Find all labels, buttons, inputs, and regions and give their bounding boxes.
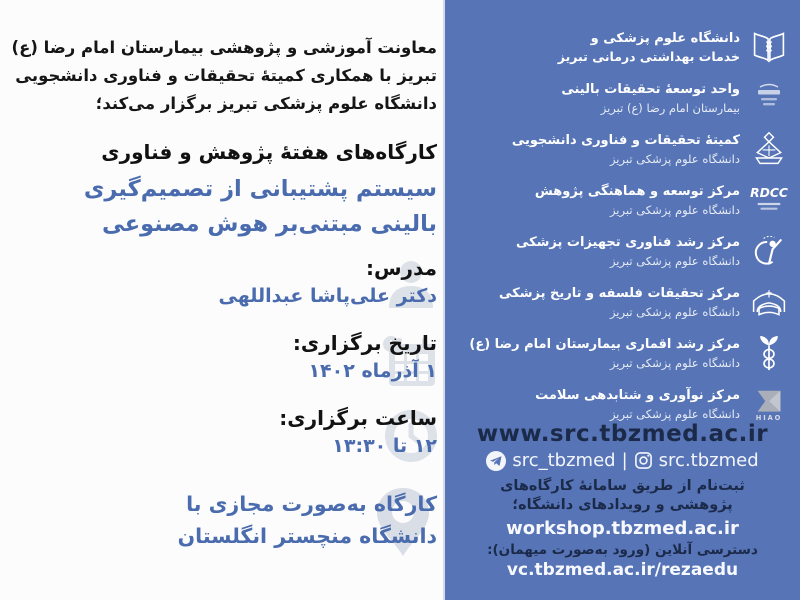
org-name: کمیتهٔ تحقیقات و فناوری دانشجویی xyxy=(511,132,740,148)
workshop-registration-url: workshop.tbzmed.ac.ir xyxy=(506,518,739,539)
org-name: مرکز رشد فناوری تجهیزات پزشکی xyxy=(515,234,740,250)
org-sub: دانشگاه علوم پزشکی تبریز xyxy=(609,202,740,217)
org-item-university xyxy=(455,28,788,66)
registration-note xyxy=(445,477,800,515)
instagram-handle: src.tbzmed xyxy=(658,450,759,471)
intro-paragraph xyxy=(12,34,437,118)
book-dna-icon xyxy=(750,28,788,66)
social-handles-row xyxy=(445,450,800,471)
org-sub: خدمات بهداشتی درمانی تبریز xyxy=(557,48,740,64)
workshop-title-line: سیستم پشتیبانی از تصمیم‌گیری xyxy=(83,176,437,202)
virtual-classroom-url: vc.tbzmed.ac.ir/rezaedu xyxy=(506,560,739,580)
org-sub: دانشگاه علوم پزشکی تبریز xyxy=(609,151,740,166)
venue-note xyxy=(178,488,437,552)
org-item-crdu xyxy=(455,79,788,117)
satellite-incubator-logo xyxy=(750,334,788,372)
src-website-url: www.src.tbzmed.ac.ir xyxy=(476,421,769,447)
date-value: ۱ آذرماه ۱۴۰۲ xyxy=(308,360,437,382)
workshop-title xyxy=(84,172,437,242)
org-item-satellite-incubator xyxy=(455,334,788,372)
org-sub: دانشگاه علوم پزشکی تبریز xyxy=(609,304,740,319)
medtech-incubator-logo xyxy=(750,232,788,270)
org-sub: بیمارستان امام رضا (ع) تبریز xyxy=(600,100,740,115)
poster-right-panel xyxy=(443,0,800,600)
hiao-logo xyxy=(750,385,788,423)
org-sub: دانشگاه علوم پزشکی تبریز xyxy=(609,355,740,370)
telegram-icon xyxy=(486,451,506,471)
org-name: دانشگاه علوم پزشکی و xyxy=(590,30,740,46)
org-item-rdcc xyxy=(455,181,788,219)
hiao-logo-text: HIAO xyxy=(755,414,783,423)
org-sub: دانشگاه علوم پزشکی تبریز xyxy=(609,406,740,421)
rdcc-logo xyxy=(750,181,788,219)
registration-line: ثبت‌نام از طریق سامانهٔ کارگاه‌های xyxy=(500,478,745,494)
org-sub: دانشگاه علوم پزشکی تبریز xyxy=(609,253,740,268)
org-item-philosophy-history xyxy=(455,283,788,321)
org-name: مرکز توسعه و هماهنگی پژوهش xyxy=(534,183,740,199)
registration-line: پژوهشی و رویدادهای دانشگاه؛ xyxy=(512,497,733,513)
org-name: واحد توسعهٔ تحقیقات بالینی xyxy=(561,81,740,97)
org-item-medtech-incubator xyxy=(455,232,788,270)
instructor-label: مدرس: xyxy=(365,256,437,280)
org-item-hiao xyxy=(455,385,788,423)
workshop-series-title: کارگاه‌های هفتهٔ پژوهش و فناوری xyxy=(101,140,437,164)
org-name: مرکز تحقیقات فلسفه و تاریخ پزشکی xyxy=(499,285,740,301)
philosophy-history-logo xyxy=(750,283,788,321)
time-label: ساعت برگزاری: xyxy=(279,406,437,430)
org-item-student-committee xyxy=(455,130,788,168)
poster-footer xyxy=(445,421,800,580)
intro-line: دانشگاه علوم پزشکی تبریز برگزار می‌کند؛ xyxy=(95,94,437,113)
venue-line: کارگاه به‌صورت مجازی با xyxy=(186,492,437,516)
instructor-name: دکتر علی‌پاشا عبداللهی xyxy=(218,285,437,307)
time-value: ۱۲ تا ۱۳:۳۰ xyxy=(332,435,437,457)
telegram-handle: src_tbzmed xyxy=(512,450,616,471)
handle-separator: | xyxy=(621,450,628,471)
intro-line: تبریز با همکاری کمیتهٔ تحقیقات و فناوری دانشجویی xyxy=(15,66,437,85)
instagram-icon xyxy=(634,451,653,470)
student-research-committee-logo xyxy=(750,130,788,168)
org-name: مرکز رشد اقماری بیمارستان امام رضا (ع) xyxy=(469,336,740,352)
crdu-logo xyxy=(750,79,788,117)
rdcc-logo-text: RDCC xyxy=(750,186,788,201)
organizations-list xyxy=(445,28,800,423)
workshop-title-line: بالینی مبتنی‌بر هوش مصنوعی xyxy=(102,211,437,237)
org-name: مرکز نوآوری و شتابدهی سلامت xyxy=(535,387,740,403)
date-label: تاریخ برگزاری: xyxy=(292,331,437,355)
online-access-label: دسترسی آنلاین (ورود به‌صورت میهمان): xyxy=(487,542,758,558)
intro-line: معاونت آموزشی و پژوهشی بیمارستان امام رضا (ع) xyxy=(11,38,437,57)
venue-line: دانشگاه منچستر انگلستان xyxy=(177,524,437,548)
